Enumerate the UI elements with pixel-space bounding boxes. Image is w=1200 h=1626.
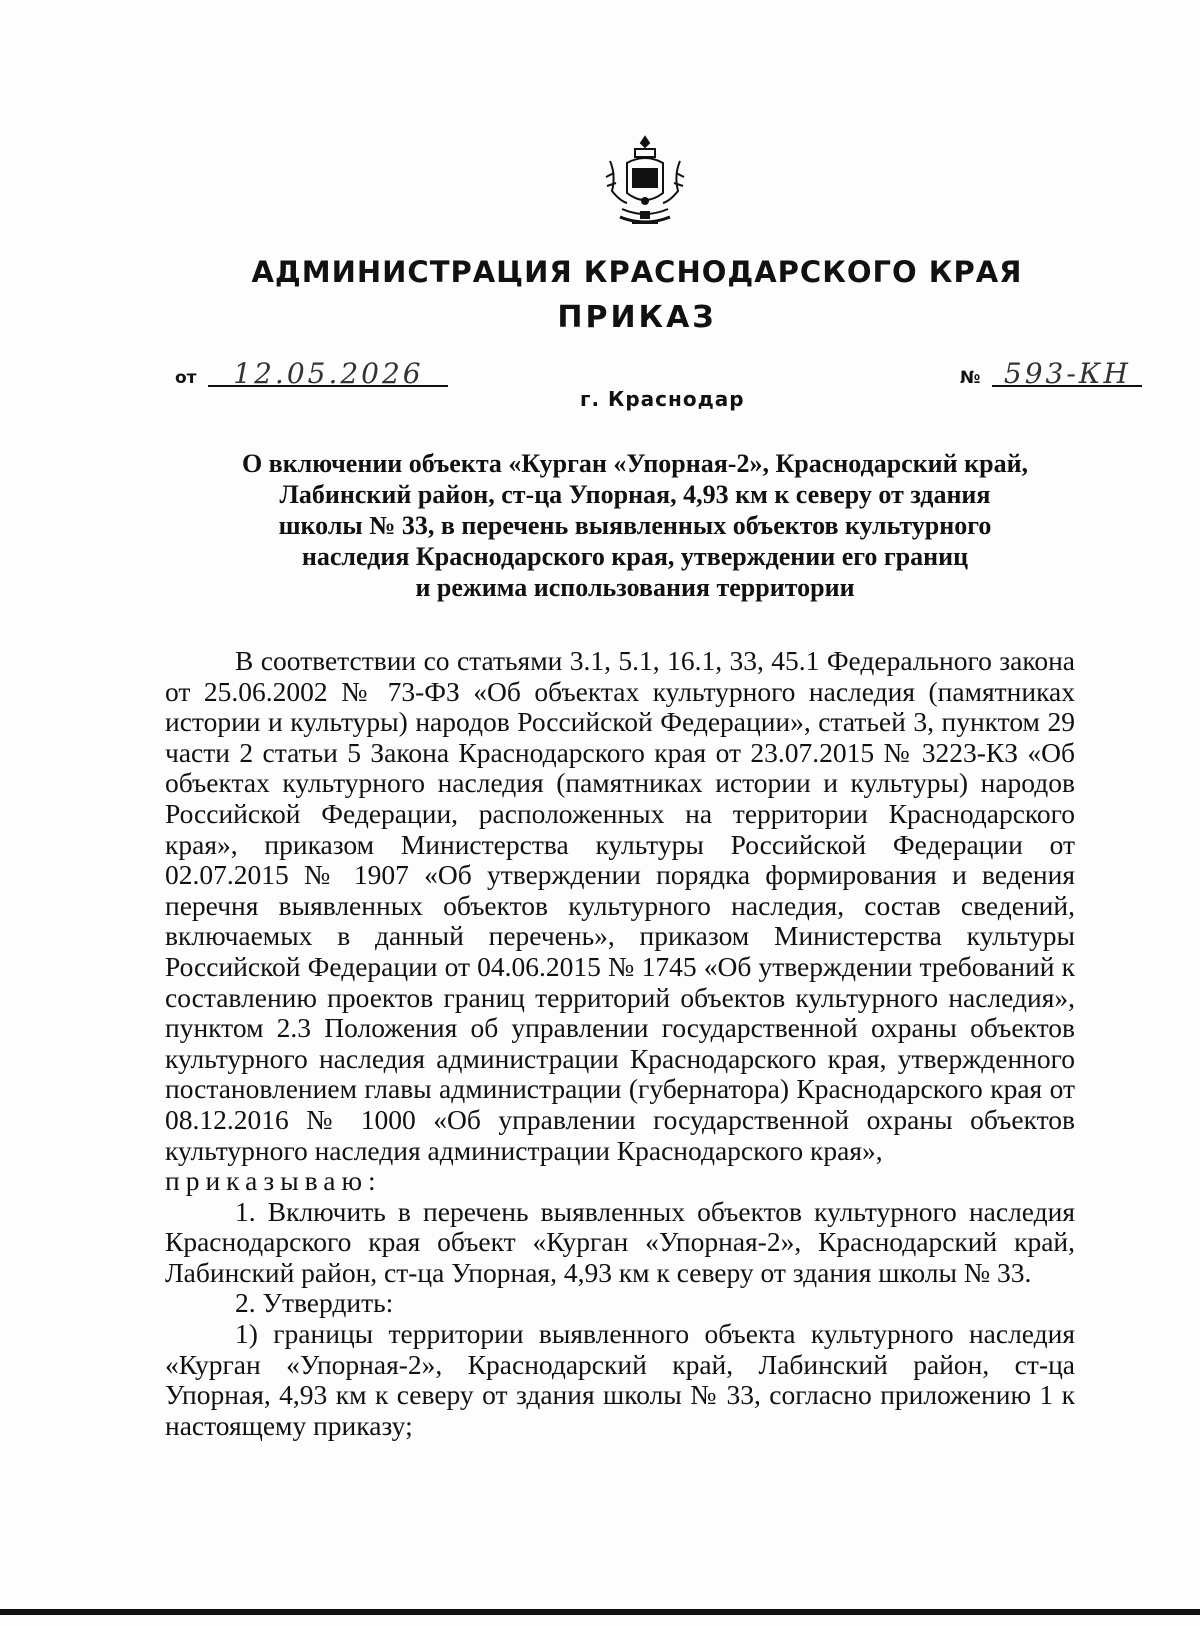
organization-title: АДМИНИСТРАЦИЯ КРАСНОДАРСКОГО КРАЯ [251, 255, 1023, 289]
subject-line: О включении объекта «Курган «Упорная-2», Краснодарский край, [241, 449, 1029, 478]
handwritten-date: 12.05.2026 [208, 363, 448, 387]
document-type-title: ПРИКАЗ [557, 300, 717, 335]
item-2-1-paragraph: 1) границы территории выявленного объекта культурного наследия «Курган «Упорная-2», Краснодарский край, Лабинский район, ст-ца Упорная, 4,93 км к северу от здания школы № 33, согласно приложению 1 к настоящему приказу; [165, 1318, 1075, 1441]
subject-line: школы № 33, в перечень выявленных объектов культурного [278, 511, 992, 540]
subject-line: и режима использования территории [415, 573, 855, 602]
document-subject [200, 448, 1070, 603]
preamble-paragraph: В соответствии со статьями 3.1, 5.1, 16.1, 33, 45.1 Федерального закона от 25.06.2002 № 73-ФЗ «Об объектах культурного наследия (памятниках истории и культуры) народов Российской Федерации», статьей 3, пунктом 29 части 2 статьи 5 Закона Краснодарского края от 23.07.2015 № 3223-КЗ «Об объектах культурного наследия (памятниках истории и культуры) народов Российской Федерации, расположенных на территории Краснодарского края», приказом Министерства культуры Российской Федерации от 02.07.2015 № 1907 «Об утверждении порядка формирования и ведения перечня выявленных объектов культурного наследия, состав сведений, включаемых в данный перечень», приказом Министерства культуры Российской Федерации от 04.06.2015 № 1745 «Об утверждении требований к составлению проектов границ территорий объектов культурного наследия», пунктом 2.3 Положения об управлении государственной охраны объектов культурного наследия администрации Краснодарского края, утвержденного постановлением главы администрации (губернатора) Краснодарского края от 08.12.2016 № 1000 «Об управлении государственной охраны объектов культурного наследия администрации Краснодарского края», [165, 645, 1075, 1166]
date-prefix: от [175, 368, 197, 388]
document-body [165, 646, 1075, 1441]
number-field [960, 357, 1142, 390]
scan-bottom-edge [0, 1609, 1200, 1615]
number-prefix: № [960, 368, 981, 388]
subject-line: наследия Краснодарского края, утверждении его границ [301, 542, 969, 571]
item-1-paragraph: 1. Включить в перечень выявленных объектов культурного наследия Краснодарского края объект «Курган «Упорная-2», Краснодарский край, Лабинский район, ст-ца Упорная, 4,93 км к северу от здания школы № 33. [165, 1195, 1075, 1288]
order-word: приказываю: [165, 1165, 382, 1197]
city-label: г. Краснодар [580, 387, 745, 411]
subject-line: Лабинский район, ст-ца Упорная, 4,93 км к северу от здания [279, 480, 991, 509]
coat-of-arms-emblem-icon [602, 133, 688, 233]
date-field [175, 357, 448, 390]
item-2-paragraph: 2. Утвердить: [235, 1287, 394, 1319]
handwritten-number: 593-КН [992, 363, 1142, 387]
